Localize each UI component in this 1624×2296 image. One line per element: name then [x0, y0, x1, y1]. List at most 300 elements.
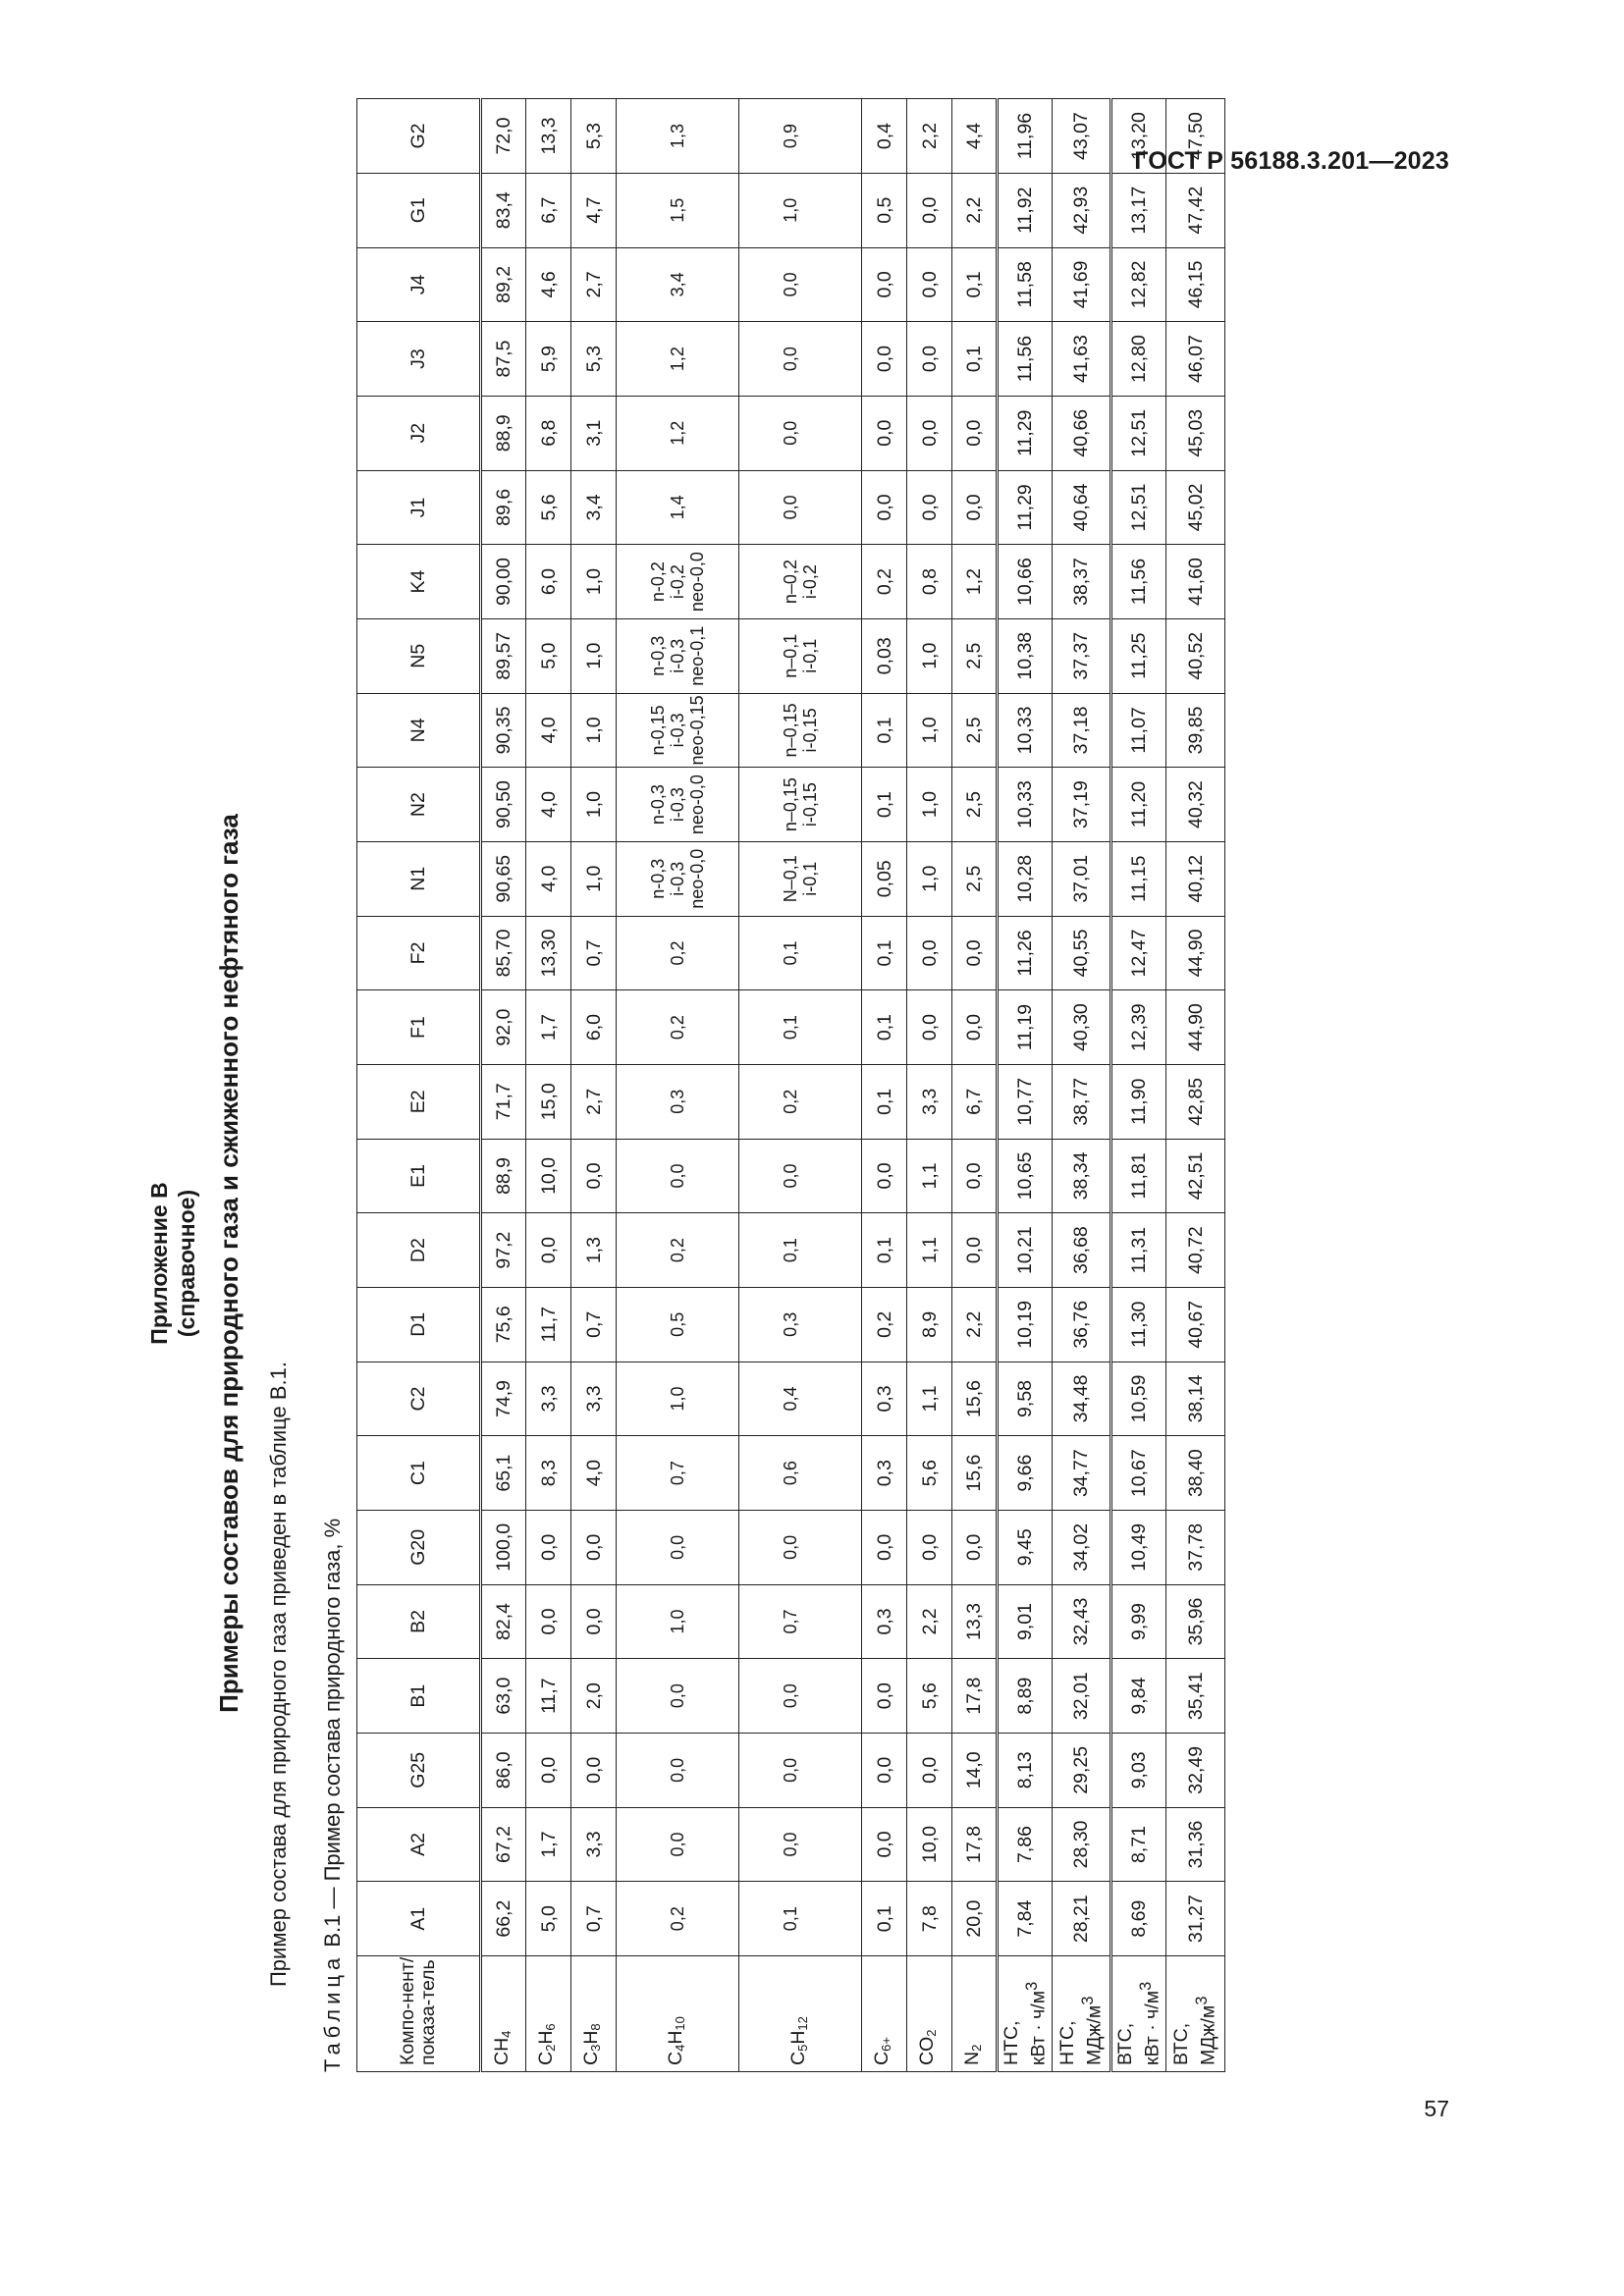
cell-part	[800, 471, 820, 545]
cell-part	[800, 1511, 820, 1584]
cell-part: i-0,3	[668, 787, 687, 823]
table-cell: 40,55	[1053, 916, 1111, 990]
table-cell	[739, 1436, 862, 1511]
table-cell	[739, 1882, 862, 1956]
table-cell: 32,43	[1053, 1584, 1111, 1659]
cell-part	[800, 248, 820, 322]
table-cell: 88,9	[481, 396, 526, 470]
table-row	[1053, 99, 1111, 2072]
table-cell: 1,3	[571, 1213, 617, 1288]
table-cell: 0,0	[907, 247, 952, 322]
table-cell: 0,0	[862, 1510, 907, 1584]
cell-part	[687, 397, 707, 470]
cell-part	[648, 1288, 668, 1362]
table-cell: 0,1	[952, 247, 998, 322]
cell-part: i-0,1	[800, 861, 820, 896]
table-cell: 11,92	[998, 173, 1053, 247]
table-cell: 38,37	[1053, 545, 1111, 619]
cell-part: 0,2	[668, 1238, 687, 1263]
column-header: A1	[357, 1882, 481, 1956]
table-cell: 12,51	[1111, 396, 1166, 470]
table-cell	[617, 1436, 739, 1511]
table-cell	[739, 916, 862, 990]
table-cell	[617, 1807, 739, 1882]
table-cell: 0,3	[862, 1584, 907, 1659]
table-cell: 11,58	[998, 247, 1053, 322]
column-header: F1	[357, 990, 481, 1065]
table-cell: 92,0	[481, 990, 526, 1065]
table-cell: 2,2	[952, 173, 998, 247]
cell-part	[648, 248, 668, 322]
table-cell: 10,77	[998, 1064, 1053, 1139]
table-cell: 0,0	[526, 1213, 571, 1288]
table-cell: 35,96	[1166, 1584, 1225, 1659]
table-cell	[617, 470, 739, 545]
table-cell: 4,0	[526, 693, 571, 768]
cell-part	[687, 1288, 707, 1362]
table-cell: 5,3	[571, 99, 617, 174]
table-cell: 0,0	[952, 990, 998, 1065]
table-cell	[617, 396, 739, 470]
cell-part: 0,2	[668, 1906, 687, 1932]
cell-part	[800, 1808, 820, 1882]
row-label: $C_{6+}$	[862, 1956, 907, 2072]
table-cell: 5,6	[907, 1659, 952, 1734]
table-cell: 37,78	[1166, 1510, 1225, 1584]
cell-part: n–0,2	[781, 560, 800, 605]
cell-part	[800, 1288, 820, 1362]
column-header: E1	[357, 1139, 481, 1213]
table-cell: 42,51	[1166, 1139, 1225, 1213]
table-cell: 89,57	[481, 618, 526, 693]
table-cell	[617, 841, 739, 916]
table-cell: 3,3	[571, 1807, 617, 1882]
table-cell: 28,30	[1053, 1807, 1111, 1882]
table-cell: 90,50	[481, 768, 526, 842]
cell-part: i-0,2	[800, 564, 820, 600]
cell-part	[648, 99, 668, 173]
cell-part: 0,0	[781, 347, 800, 372]
table-cell: 11,19	[998, 990, 1053, 1065]
cell-part	[800, 174, 820, 247]
table-cell	[739, 1362, 862, 1436]
table-cell: 44,90	[1166, 916, 1225, 990]
cell-part	[687, 917, 707, 990]
table-cell: 0,0	[526, 1733, 571, 1807]
table-cell: 1,0	[571, 768, 617, 842]
gas-composition-table	[356, 98, 1225, 2072]
table-cell: 0,05	[862, 841, 907, 916]
cell-part	[687, 1436, 707, 1510]
appendix-title: Приложение В	[146, 1182, 172, 1345]
table-cell: 0,0	[907, 990, 952, 1065]
table-cell	[739, 247, 862, 322]
table-cell: 90,65	[481, 841, 526, 916]
table-cell	[739, 470, 862, 545]
table-cell: 75,6	[481, 1287, 526, 1362]
table-cell	[739, 1139, 862, 1213]
cell-part	[800, 322, 820, 396]
table-cell: 13,30	[526, 916, 571, 990]
table-cell: 7,8	[907, 1882, 952, 1956]
table-cell: 11,25	[1111, 618, 1166, 693]
cell-part: 1,0	[781, 197, 800, 223]
table-cell: 11,26	[998, 916, 1053, 990]
table-row	[998, 99, 1053, 2072]
cell-part: 1,2	[668, 420, 687, 446]
table-cell	[739, 1659, 862, 1734]
cell-part: 0,0	[781, 420, 800, 446]
cell-part: 1,0	[668, 1386, 687, 1412]
table-cell: 90,00	[481, 545, 526, 619]
column-header: D2	[357, 1213, 481, 1288]
table-cell: 0,2	[862, 545, 907, 619]
column-header: G20	[357, 1510, 481, 1584]
table-cell: 0,0	[907, 322, 952, 397]
cell-part: 0,7	[781, 1609, 800, 1634]
table-cell: 11,7	[526, 1659, 571, 1734]
cell-part	[687, 322, 707, 396]
table-row	[907, 99, 952, 2072]
table-cell: 8,71	[1111, 1807, 1166, 1882]
table-cell: 2,5	[952, 618, 998, 693]
table-cell: 2,2	[907, 99, 952, 174]
table-cell: 40,12	[1166, 841, 1225, 916]
cell-part: 0,6	[781, 1461, 800, 1486]
column-header: B2	[357, 1584, 481, 1659]
cell-part: n-0,3	[648, 858, 668, 899]
table-cell: 3,1	[571, 396, 617, 470]
table-cell: 1,2	[952, 545, 998, 619]
row-label: ВТС, МДж/$м^3$	[1166, 1956, 1225, 2072]
cell-part	[648, 1213, 668, 1287]
table-cell: 34,02	[1053, 1510, 1111, 1584]
table-cell: 41,69	[1053, 247, 1111, 322]
table-cell: 8,3	[526, 1436, 571, 1511]
table-cell: 0,7	[571, 1287, 617, 1362]
cell-part: i-0,2	[668, 564, 687, 600]
cell-part: 0,9	[781, 124, 800, 149]
table-row	[1166, 99, 1225, 2072]
cell-part	[800, 397, 820, 470]
table-cell: 72,0	[481, 99, 526, 174]
table-cell: 38,34	[1053, 1139, 1111, 1213]
table-cell: 10,38	[998, 618, 1053, 693]
table-cell	[739, 990, 862, 1065]
cell-part: n–0,1	[781, 633, 800, 678]
cell-part	[800, 99, 820, 173]
cell-part	[800, 1734, 820, 1807]
table-cell: 2,5	[952, 841, 998, 916]
table-cell	[739, 1287, 862, 1362]
table-cell	[617, 916, 739, 990]
table-cell: 5,6	[907, 1436, 952, 1511]
cell-part	[687, 1362, 707, 1436]
table-cell: 11,15	[1111, 841, 1166, 916]
table-cell	[739, 1213, 862, 1288]
table-cell: 90,35	[481, 693, 526, 768]
cell-part: 0,0	[781, 1683, 800, 1709]
cell-part: 0,7	[668, 1461, 687, 1486]
table-cell: 15,0	[526, 1064, 571, 1139]
table-cell	[739, 1584, 862, 1659]
section-title: Примеры составов для природного газа и сжиженного нефтяного газа	[214, 814, 244, 1713]
table-cell: 4,6	[526, 247, 571, 322]
cell-part: n-0,3	[648, 635, 668, 676]
table-cell: 0,0	[952, 396, 998, 470]
table-cell: 14,0	[952, 1733, 998, 1807]
table-cell: 10,21	[998, 1213, 1053, 1288]
cell-part	[687, 1808, 707, 1882]
table-cell: 1,1	[907, 1139, 952, 1213]
table-cell: 46,15	[1166, 247, 1225, 322]
table-cell: 10,67	[1111, 1436, 1166, 1511]
column-header: C2	[357, 1362, 481, 1436]
table-cell: 82,4	[481, 1584, 526, 1659]
table-cell: 10,19	[998, 1287, 1053, 1362]
cell-part	[648, 174, 668, 247]
table-cell: 10,66	[998, 545, 1053, 619]
table-cell: 1,0	[907, 768, 952, 842]
table-cell: 9,66	[998, 1436, 1053, 1511]
cell-part	[648, 1140, 668, 1213]
cell-part	[648, 1808, 668, 1882]
table-cell: 46,07	[1166, 322, 1225, 397]
table-cell	[739, 618, 862, 693]
table-cell: 0,0	[907, 173, 952, 247]
table-cell: 85,70	[481, 916, 526, 990]
table-cell: 5,0	[526, 618, 571, 693]
table-cell: 11,81	[1111, 1139, 1166, 1213]
cell-part	[687, 1065, 707, 1139]
table-cell: 89,2	[481, 247, 526, 322]
table-cell: 10,0	[526, 1139, 571, 1213]
table-cell: 6,0	[526, 545, 571, 619]
cell-part: 0,3	[668, 1089, 687, 1114]
table-cell: 44,90	[1166, 990, 1225, 1065]
table-row	[571, 99, 617, 2072]
table-cell: 4,0	[571, 1436, 617, 1511]
cell-part: neo-0,15	[687, 695, 707, 766]
table-cell: 1,0	[571, 841, 617, 916]
cell-part: n–0,15	[781, 703, 800, 758]
table-cell	[739, 1807, 862, 1882]
table-cell: 47,42	[1166, 173, 1225, 247]
table-cell: 1,0	[571, 618, 617, 693]
table-cell: 37,01	[1053, 841, 1111, 916]
table-cell: 6,7	[526, 173, 571, 247]
cell-part	[687, 174, 707, 247]
table-cell	[617, 1510, 739, 1584]
table-cell: 0,2	[862, 1287, 907, 1362]
table-cell	[739, 396, 862, 470]
column-header: N4	[357, 693, 481, 768]
table-cell: 100,0	[481, 1510, 526, 1584]
cell-part	[648, 1511, 668, 1584]
column-header: E2	[357, 1064, 481, 1139]
cell-part	[648, 1659, 668, 1733]
table-cell: 43,07	[1053, 99, 1111, 174]
table-cell: 6,0	[571, 990, 617, 1065]
table-cell: 40,66	[1053, 396, 1111, 470]
table-cell: 13,17	[1111, 173, 1166, 247]
table-cell: 31,27	[1166, 1882, 1225, 1956]
column-header: A2	[357, 1807, 481, 1882]
table-cell: 1,0	[907, 693, 952, 768]
table-cell: 0,0	[862, 322, 907, 397]
table-cell: 1,7	[526, 1807, 571, 1882]
cell-part	[687, 1511, 707, 1584]
table-cell: 40,64	[1053, 470, 1111, 545]
table-cell: 42,93	[1053, 173, 1111, 247]
table-row	[739, 99, 862, 2072]
table-cell: 0,3	[862, 1362, 907, 1436]
table-cell	[617, 618, 739, 693]
cell-part	[648, 397, 668, 470]
table-cell: 0,0	[907, 470, 952, 545]
table-cell: 36,76	[1053, 1287, 1111, 1362]
cell-part	[648, 471, 668, 545]
row-label: ВТС, кВт · $ч/м^3$	[1111, 1956, 1166, 2072]
table-cell: 45,02	[1166, 470, 1225, 545]
table-cell: 0,0	[952, 916, 998, 990]
table-cell: 1,0	[571, 693, 617, 768]
table-cell: 0,8	[907, 545, 952, 619]
table-cell: 11,30	[1111, 1287, 1166, 1362]
cell-part	[800, 990, 820, 1064]
table-cell: 0,0	[862, 1139, 907, 1213]
table-cell	[617, 1882, 739, 1956]
table-cell	[739, 768, 862, 842]
table-cell: 1,0	[907, 618, 952, 693]
table-cell: 5,6	[526, 470, 571, 545]
cell-part: 0,0	[781, 495, 800, 520]
cell-part: n–0,15	[781, 777, 800, 832]
cell-part	[648, 1882, 668, 1955]
table-cell: 0,7	[571, 916, 617, 990]
table-cell: 0,0	[952, 1510, 998, 1584]
table-cell: 8,69	[1111, 1882, 1166, 1956]
table-cell	[617, 1139, 739, 1213]
column-header: D1	[357, 1287, 481, 1362]
table-cell: 9,45	[998, 1510, 1053, 1584]
cell-part: 0,1	[781, 1906, 800, 1932]
row-label: $C_5H_{12}$	[739, 1956, 862, 2072]
table-cell	[617, 1287, 739, 1362]
table-cell: 5,9	[526, 322, 571, 397]
table-cell: 2,5	[952, 693, 998, 768]
cell-part: i-0,3	[668, 638, 687, 673]
table-row	[617, 99, 739, 2072]
page-number: 57	[1424, 2096, 1449, 2121]
column-header: J3	[357, 322, 481, 397]
cell-part: n-0,15	[648, 705, 668, 756]
table-cell: 40,72	[1166, 1213, 1225, 1288]
table-cell: 71,7	[481, 1064, 526, 1139]
table-caption	[320, 1519, 346, 2072]
table-cell: 0,0	[571, 1584, 617, 1659]
table-cell: 0,1	[862, 916, 907, 990]
table-cell: 4,7	[571, 173, 617, 247]
table-cell: 66,2	[481, 1882, 526, 1956]
table-cell: 35,41	[1166, 1659, 1225, 1734]
table-row	[862, 99, 907, 2072]
table-cell: 0,0	[862, 396, 907, 470]
table-cell: 11,56	[1111, 545, 1166, 619]
column-header: J2	[357, 396, 481, 470]
cell-part: 0,1	[781, 1238, 800, 1263]
table-cell: 0,1	[862, 693, 907, 768]
table-cell: 11,7	[526, 1287, 571, 1362]
table-cell	[617, 1064, 739, 1139]
table-cell: 45,03	[1166, 396, 1225, 470]
cell-part	[648, 1065, 668, 1139]
table-cell: 67,2	[481, 1807, 526, 1882]
table-cell: 40,30	[1053, 990, 1111, 1065]
table-cell: 9,84	[1111, 1659, 1166, 1734]
table-cell	[739, 322, 862, 397]
table-cell: 2,5	[952, 768, 998, 842]
table-cell: 15,6	[952, 1436, 998, 1511]
table-cell: 11,56	[998, 322, 1053, 397]
cell-part	[648, 990, 668, 1064]
cell-part	[648, 1734, 668, 1807]
table-cell: 0,1	[862, 1882, 907, 1956]
document-code: ГОСТ Р 56188.3.201—2023	[1134, 147, 1449, 175]
table-cell: 2,2	[907, 1584, 952, 1659]
cell-part: 0,1	[781, 1015, 800, 1041]
table-cell: 4,0	[526, 768, 571, 842]
table-body	[481, 99, 1225, 2072]
table-cell: 2,0	[571, 1659, 617, 1734]
cell-part: 1,4	[668, 495, 687, 520]
table-cell: 47,50	[1166, 99, 1225, 174]
table-cell: 5,3	[571, 322, 617, 397]
cell-part: 0,2	[668, 1015, 687, 1041]
table-cell: 17,8	[952, 1659, 998, 1734]
table-cell: 0,0	[862, 247, 907, 322]
table-cell: 10,28	[998, 841, 1053, 916]
table-cell: 0,0	[862, 470, 907, 545]
table-cell: 41,63	[1053, 322, 1111, 397]
cell-part: i-0,1	[800, 638, 820, 673]
table-cell: 0,0	[526, 1510, 571, 1584]
table-cell: 0,0	[571, 1139, 617, 1213]
table-cell: 0,0	[571, 1510, 617, 1584]
row-label: $C_2H_6$	[526, 1956, 571, 2072]
column-header: G1	[357, 173, 481, 247]
cell-part: 1,2	[668, 347, 687, 372]
table-cell: 9,99	[1111, 1584, 1166, 1659]
table-cell: 0,1	[862, 990, 907, 1065]
table-cell: 6,7	[952, 1064, 998, 1139]
cell-part	[687, 1882, 707, 1955]
column-header: N1	[357, 841, 481, 916]
cell-part: neo-0,0	[687, 552, 707, 613]
cell-part: 0,0	[668, 1683, 687, 1709]
table-cell: 4,0	[526, 841, 571, 916]
column-header: G2	[357, 99, 481, 174]
cell-part: 0,0	[668, 1832, 687, 1857]
table-cell: 10,33	[998, 768, 1053, 842]
table-cell: 13,3	[526, 99, 571, 174]
cell-part	[800, 917, 820, 990]
table-cell: 65,1	[481, 1436, 526, 1511]
table-cell: 9,01	[998, 1584, 1053, 1659]
table-cell	[617, 173, 739, 247]
table-cell	[617, 247, 739, 322]
table-cell	[617, 1733, 739, 1807]
